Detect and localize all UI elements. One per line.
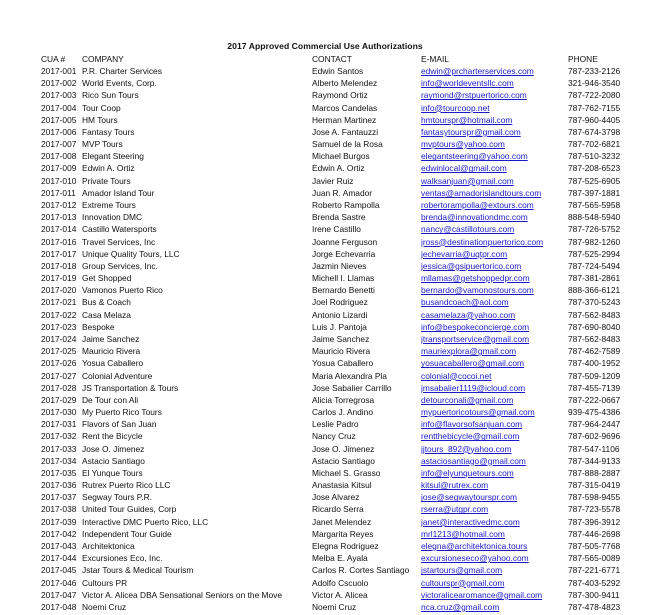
cell-cua: 2017-032 [41,431,77,442]
cell-phone: 787-726-5752 [568,224,621,235]
email-link[interactable]: jstartours@gmail.com [421,565,503,576]
cell-cua: 2017-047 [41,589,77,600]
table-row [0,552,650,564]
email-link[interactable]: ventas@amadorislandtours.com [421,187,542,198]
email-link[interactable]: rentthebicycle@gmail.com [421,431,520,442]
cell-contact: Jazmin Nieves [312,260,367,271]
cell-cua: 2017-027 [41,370,77,381]
cell-contact: Antonio Lizardi [312,309,368,320]
cell-contact: Nancy Cruz [312,431,356,442]
cell-contact: Elegna Rodriguez [312,541,379,552]
cell-company: Innovation DMC [82,212,143,223]
cell-contact: Ricardo Serra [312,504,364,515]
cell-contact: Margarita Reyes [312,528,374,539]
email-link[interactable]: kitsul@rutrex.com [421,480,489,491]
cell-phone: 888-548-5940 [568,212,621,223]
cell-phone: 787-960-4405 [568,114,621,125]
cell-company: Noemi Cruz [82,601,127,612]
table-row [0,382,650,394]
email-link[interactable]: edwinlocal@gmail.com [421,163,507,174]
cell-contact: Roberto Rampolla [312,199,380,210]
email-link[interactable]: elegantsteering@yahoo.com [421,151,528,162]
cell-company: Independent Tour Guide [82,528,172,539]
table-row [0,540,650,552]
cell-cua: 2017-023 [41,321,77,332]
cell-cua: 2017-036 [41,480,77,491]
cell-contact: Carlos J. Andino [312,407,373,418]
header-cua: CUA # [41,54,66,64]
cell-company: Colonial Adventure [82,370,153,381]
cell-contact: Jose O. Jimenez [312,443,375,454]
cell-cua: 2017-044 [41,553,77,564]
table-row [0,516,650,528]
email-link[interactable]: mauriexplora@gmail.com [421,346,517,357]
cell-company: Flavors of San Juan [82,419,157,430]
cell-company: Jose O. Jimenez [82,443,145,454]
cell-cua: 2017-009 [41,163,77,174]
table-row [0,248,650,260]
table-row [0,211,650,223]
cell-contact: Marcos Candelas [312,102,378,113]
cell-contact: Victor A. Alicea [312,589,368,600]
cell-phone: 787-221-6771 [568,565,621,576]
cell-phone: 787-446-2698 [568,528,621,539]
cell-phone: 787-964-2447 [568,419,621,430]
table-row [0,102,650,114]
cell-company: Get Shopped [82,273,132,284]
cell-cua: 2017-035 [41,467,77,478]
email-link[interactable]: mrl1213@hotmail.com [421,528,505,539]
table-row [0,199,650,211]
email-link[interactable]: bernardo@vamonostours.com [421,285,534,296]
email-link[interactable]: mllamas@getshoppedpr.com [421,273,530,284]
cell-phone: 787-510-3232 [568,151,621,162]
cell-contact: Edwin A. Ortiz [312,163,365,174]
document-title: 2017 Approved Commercial Use Authorizations [227,41,423,51]
cell-contact: Irene Castillo [312,224,361,235]
cell-phone: 787-562-8483 [568,309,621,320]
cell-phone: 787-396-3912 [568,516,621,527]
header-email: E-MAIL [421,54,449,64]
cell-cua: 2017-026 [41,358,77,369]
table-row [0,114,650,126]
cell-contact: Raymond Ortiz [312,90,368,101]
cell-company: MVP Tours [82,139,123,150]
cell-phone: 787-724-5494 [568,260,621,271]
email-link[interactable]: victoralicearomance@gmail.com [421,589,543,600]
cell-phone: 787-888-2887 [568,467,621,478]
cell-phone: 787-509-1209 [568,370,621,381]
cell-contact: Michell I. Llamas [312,273,375,284]
table-row [0,503,650,515]
cell-contact: Bernardo Benetti [312,285,375,296]
cell-contact: Michael Burgos [312,151,370,162]
cell-company: Jstar Tours & Medical Tourism [82,565,194,576]
cell-cua: 2017-037 [41,492,77,503]
email-link[interactable]: jose@segwaytourspr.com [421,492,518,503]
table-row [0,370,650,382]
cell-company: Excursiones Eco, Inc. [82,553,163,564]
cell-company: Bus & Coach [82,297,131,308]
cell-phone: 787-723-5578 [568,504,621,515]
cell-phone: 321-946-3540 [568,78,621,89]
email-link[interactable]: fantasytourspr@gmail.com [421,126,521,137]
cell-cua: 2017-048 [41,601,77,612]
cell-cua: 2017-039 [41,516,77,527]
email-link[interactable]: jross@destinationpuertorico.com [421,236,544,247]
cell-cua: 2017-001 [41,66,77,76]
email-link[interactable]: yosuacaballero@gmail.com [421,358,524,369]
cell-phone: 787-370-5243 [568,297,621,308]
cell-cua: 2017-002 [41,78,77,89]
email-link[interactable]: mypuertoricotours@gmail.com [421,407,535,418]
cell-contact: Samuel de la Rosa [312,139,383,150]
cell-contact: Yosua Caballero [312,358,374,369]
cell-cua: 2017-020 [41,285,77,296]
table-header-row [0,53,650,65]
cell-cua: 2017-029 [41,394,77,405]
email-link[interactable]: astaciosantiago@gmail.com [421,455,526,466]
email-link[interactable]: mvptours@yahoo.com [421,139,505,150]
table-row [0,321,650,333]
cell-cua: 2017-010 [41,175,77,186]
cell-phone: 787-525-2994 [568,248,621,259]
cell-cua: 2017-012 [41,199,77,210]
cell-phone: 787-455-7139 [568,382,621,393]
cell-contact: Mauricio Rivera [312,346,371,357]
cell-phone: 787-525-6905 [568,175,621,186]
cell-company: Group Services, Inc. [82,260,158,271]
cell-cua: 2017-043 [41,541,77,552]
cell-contact: Noemi Cruz [312,601,357,612]
cell-company: Travel Services, Inc [82,236,156,247]
cell-cua: 2017-004 [41,102,77,113]
cell-company: HM Tours [82,114,118,125]
email-link[interactable]: casamelaza@yahoo.com [421,309,516,320]
cell-phone: 787-598-9455 [568,492,621,503]
cell-company: Amador Island Tour [82,187,155,198]
cell-company: Mauricio Rivera [82,346,141,357]
cell-company: Cultours PR [82,577,128,588]
cell-cua: 2017-019 [41,273,77,284]
cell-phone: 787-315-0419 [568,480,621,491]
cell-cua: 2017-018 [41,260,77,271]
email-link[interactable]: info@tourcoop.net [421,102,490,113]
cell-company: Rutrex Puerto Rico LLC [82,480,171,491]
table-row [0,406,650,418]
table-row [0,564,650,576]
cell-contact: Joanne Ferguson [312,236,378,247]
cell-company: Victor A. Alicea DBA Sensational Seniors on the Move [82,589,283,600]
cell-company: Fantasy Tours [82,126,135,137]
cell-phone: 787-565-0089 [568,553,621,564]
email-link[interactable]: robertorampolla@extours.com [421,199,534,210]
table-row [0,150,650,162]
table-row [0,601,650,613]
table-row [0,89,650,101]
cell-company: Castillo Watersports [82,224,157,235]
cell-cua: 2017-017 [41,248,77,259]
email-link[interactable]: info@flavorsofsanjuan.com [421,419,523,430]
cell-contact: Edwin Santos [312,66,364,76]
table-row [0,589,650,601]
table-row [0,175,650,187]
email-link[interactable]: jmsabalier1119@icloud.com [421,382,526,393]
email-link[interactable]: nancy@castillotours.com [421,224,515,235]
cell-company: World Events, Corp. [82,78,157,89]
cell-contact: Joel Rodriguez [312,297,368,308]
cell-cua: 2017-045 [41,565,77,576]
cell-company: Elegant Steering [82,151,144,162]
email-link[interactable]: janet@interactivedmc.com [421,516,520,527]
cell-company: Casa Melaza [82,309,131,320]
cell-phone: 787-462-7589 [568,346,621,357]
table-row [0,260,650,272]
cell-cua: 2017-013 [41,212,77,223]
cell-company: Interactive DMC Puerto Rico, LLC [82,516,209,527]
table-row [0,479,650,491]
cell-phone: 787-300-9411 [568,589,620,600]
cell-cua: 2017-007 [41,139,77,150]
cell-phone: 939-475-4386 [568,407,621,418]
cell-cua: 2017-025 [41,346,77,357]
email-link[interactable]: info@elyunquetours.com [421,467,514,478]
table-row [0,430,650,442]
table-row [0,272,650,284]
cell-contact: Luis J. Pantoja [312,321,367,332]
cell-cua: 2017-028 [41,382,77,393]
cell-contact: Jose Alvarez [312,492,360,503]
email-link[interactable]: edwin@prcharterservices.com [421,66,534,76]
cell-contact: Anastasia Kitsul [312,480,372,491]
cell-contact: Janet Melendez [312,516,372,527]
cell-cua: 2017-042 [41,528,77,539]
cell-phone: 888-366-6121 [568,285,621,296]
cell-cua: 2017-030 [41,407,77,418]
cell-company: Rent the Bicycle [82,431,143,442]
cell-company: Rico Sun Tours [82,90,139,101]
cell-company: My Puerto Rico Tours [82,407,162,418]
cell-cua: 2017-021 [41,297,77,308]
table-row [0,455,650,467]
email-link[interactable]: info@bespokeconcierge.com [421,321,530,332]
table-row [0,77,650,89]
cell-company: United Tour Guides, Corp [82,504,177,515]
table-row [0,284,650,296]
cell-cua: 2017-046 [41,577,77,588]
cell-company: Architektonica [82,541,135,552]
cell-cua: 2017-033 [41,443,77,454]
cell-phone: 787-344-9133 [568,455,621,466]
cell-cua: 2017-006 [41,126,77,137]
cell-phone: 787-702-6821 [568,139,621,150]
cell-cua: 2017-034 [41,455,77,466]
table-row [0,467,650,479]
cell-phone: 787-478-4823 [568,601,621,612]
table-row [0,418,650,430]
cell-contact: Jose A. Fantauzzi [312,126,379,137]
cell-contact: Juan R. Amador [312,187,373,198]
cell-phone: 787-400-1952 [568,358,621,369]
table-row [0,236,650,248]
table-row [0,223,650,235]
table-row [0,126,650,138]
header-contact: CONTACT [312,54,352,64]
email-link[interactable]: brenda@innovationdmc.com [421,212,528,223]
cell-company: JS Transportation & Tours [82,382,179,393]
cell-phone: 787-397-1881 [568,187,621,198]
cell-phone: 787-403-5292 [568,577,621,588]
cell-contact: Maria Alexandra Pla [312,370,387,381]
cell-contact: Jorge Echevarria [312,248,376,259]
email-link[interactable]: busandcoach@aol.com [421,297,509,308]
table-row [0,443,650,455]
cell-company: El Yunque Tours [82,467,143,478]
cell-company: Segway Tours P.R. [82,492,152,503]
email-link[interactable]: raymond@rstpuertorico.com [421,90,527,101]
table-row [0,528,650,540]
email-link[interactable]: jechevarria@uqtpr.com [421,248,508,259]
table-row [0,138,650,150]
cell-contact: Alicia Torregrosa [312,394,375,405]
email-link[interactable]: walksanjuan@gmail.com [421,175,514,186]
cell-contact: Carlos R. Cortes Santiago [312,565,410,576]
cell-company: De Tour con Ali [82,394,139,405]
email-link[interactable]: colonial@cocoi.net [421,370,492,381]
email-link[interactable]: excursioneseco@yahoo.com [421,553,529,564]
cell-contact: Javier Ruiz [312,175,354,186]
cell-contact: Michael S. Grasso [312,467,381,478]
cell-phone: 787-565-5958 [568,199,621,210]
cell-phone: 787-762-7155 [568,102,621,113]
header-company: COMPANY [82,54,124,64]
cell-company: Yosua Caballero [82,358,144,369]
table-row [0,491,650,503]
email-link[interactable]: nca.cruz@gmail.com [421,601,500,612]
cell-phone: 787-602-9696 [568,431,621,442]
table-row [0,296,650,308]
cell-company: Unique Quality Tours, LLC [82,248,180,259]
cell-phone: 787-722-2080 [568,90,621,101]
cell-phone: 787-222-0667 [568,394,621,405]
cell-cua: 2017-031 [41,419,77,430]
email-link[interactable]: jtransportservice@gmail.com [421,333,530,344]
cell-company: Extreme Tours [82,199,136,210]
table-row [0,357,650,369]
cell-contact: Brenda Sastre [312,212,366,223]
email-link[interactable]: jessica@gsipuertorico.com [421,260,522,271]
cell-cua: 2017-022 [41,309,77,320]
cell-contact: Jose Sabalier Carrillo [312,382,392,393]
cell-phone: 787-208-6523 [568,163,621,174]
table-row [0,187,650,199]
email-link[interactable]: detourconali@gmail.com [421,394,514,405]
cell-cua: 2017-003 [41,90,77,101]
cell-company: Vamonos Puerto Rico [82,285,163,296]
cell-company: Private Tours [82,175,131,186]
cell-contact: Astacio Santiago [312,455,375,466]
email-link[interactable]: info@worldeventsllc.com [421,78,514,89]
table-row [0,65,650,77]
cell-phone: 787-690-8040 [568,321,621,332]
cell-cua: 2017-038 [41,504,77,515]
cell-contact: Melba E. Ayala [312,553,368,564]
cell-phone: 787-674-3798 [568,126,621,137]
cell-company: Tour Coop [82,102,121,113]
table-row [0,394,650,406]
cell-cua: 2017-014 [41,224,77,235]
cell-company: Bespoke [82,321,115,332]
table-row [0,162,650,174]
table-row [0,345,650,357]
cell-phone: 787-562-8483 [568,333,621,344]
email-link[interactable]: hmtourspr@hotmail.com [421,114,513,125]
cell-contact: Herman Martinez [312,114,377,125]
cell-phone: 787-381-2861 [568,273,621,284]
table-row [0,577,650,589]
cell-phone: 787-982-1260 [568,236,621,247]
cell-company: Jaime Sanchez [82,333,140,344]
cell-contact: Jaime Sanchez [312,333,370,344]
cell-phone: 787-547-1106 [568,443,620,454]
cell-cua: 2017-016 [41,236,77,247]
cell-phone: 787-233-2126 [568,66,621,76]
cell-cua: 2017-008 [41,151,77,162]
cell-contact: Adolfo Cscuolo [312,577,369,588]
cell-company: Edwin A. Ortiz [82,163,135,174]
cell-cua: 2017-005 [41,114,77,125]
email-link[interactable]: rserra@utgpr.com [421,504,489,515]
cell-company: P.R. Charter Services [82,66,162,76]
table-row [0,333,650,345]
cell-contact: Leslie Padro [312,419,359,430]
email-link[interactable]: cultourspr@gmail.com [421,577,505,588]
cell-company: Astacio Santiago [82,455,145,466]
cell-phone: 787-505-7768 [568,541,621,552]
cell-cua: 2017-024 [41,333,77,344]
header-phone: PHONE [568,54,598,64]
email-link[interactable]: elegna@architektonica.tours [421,541,528,552]
cell-contact: Alberto Melendez [312,78,378,89]
email-link[interactable]: jjtours_892@yahoo.com [421,443,512,454]
table-row [0,309,650,321]
cell-cua: 2017-011 [41,187,76,198]
